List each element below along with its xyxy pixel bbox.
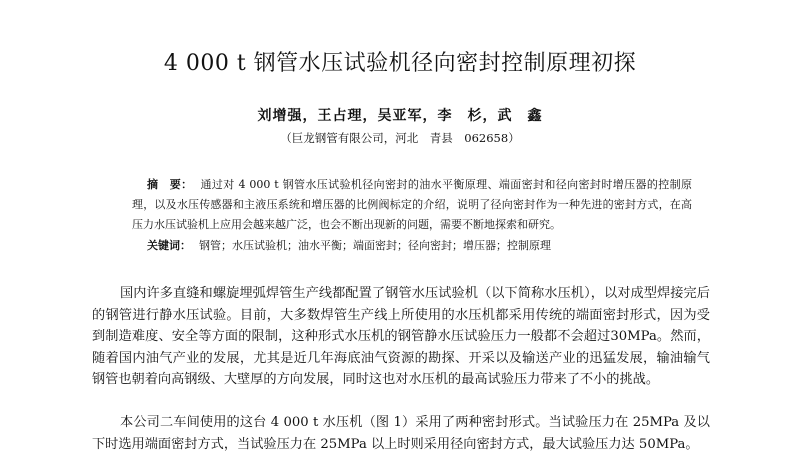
abstract xyxy=(132,175,692,235)
affiliation: （巨龙钢管有限公司，河北 青县 062658） xyxy=(280,131,520,145)
abstract-label: 摘 要： xyxy=(147,178,193,191)
keywords-text: 钢管；水压试验机；油水平衡；端面密封；径向密封；增压器；控制原理 xyxy=(199,239,551,252)
body-paragraph: 国内许多直缝和螺旋埋弧焊管生产线都配置了钢管水压试验机（以下简称水压机），以对成型焊接完后的钢管进行静水压试验。目前，大多数焊管生产线上所使用的水压机都采用传统的端面密封形式，因为受到制造难度、安全等方面的限制，这种形式水压机的钢管静水压试验压力一般都不会超过30MPa。然而，随着国内油气产业的发展，尤其是近几年海底油气资源的勘探、开采以及输送产业的迅猛发展，输油输气钢管也朝着向高钢级、大壁厚的方向发展，同时这也对水压机的最高试验压力带来了不小的挑战。 xyxy=(92,286,710,387)
keywords-label: 关键词： xyxy=(147,239,191,252)
author-list: 刘增强，王占理，吴亚军，李 杉，武 鑫 xyxy=(257,108,543,124)
keywords xyxy=(147,236,692,256)
body-paragraph: 本公司二车间使用的这台 4 000 t 水压机（图 1）采用了两种密封形式。当试验压力在 25MPa 及以下时选用端面密封方式，当试验压力在 25MPa 以上时则采用径向密封方式，最大试验压力达 50MPa。 xyxy=(92,415,710,452)
abstract-text: 通过对 4 000 t 钢管水压试验机径向密封的油水平衡原理、端面密封和径向密封时增压器的控制原理，以及水压传感器和主液压系统和增压器的比例阀标定的介绍，说明了径向密封作为一种先进的密封方式，在高压力水压试验机上应用会越来越广泛，也会不断出现新的问题，需要不断地探索和研究。 xyxy=(132,178,692,231)
paper-title: 4 000 t 钢管水压试验机径向密封控制原理初探 xyxy=(163,51,637,76)
